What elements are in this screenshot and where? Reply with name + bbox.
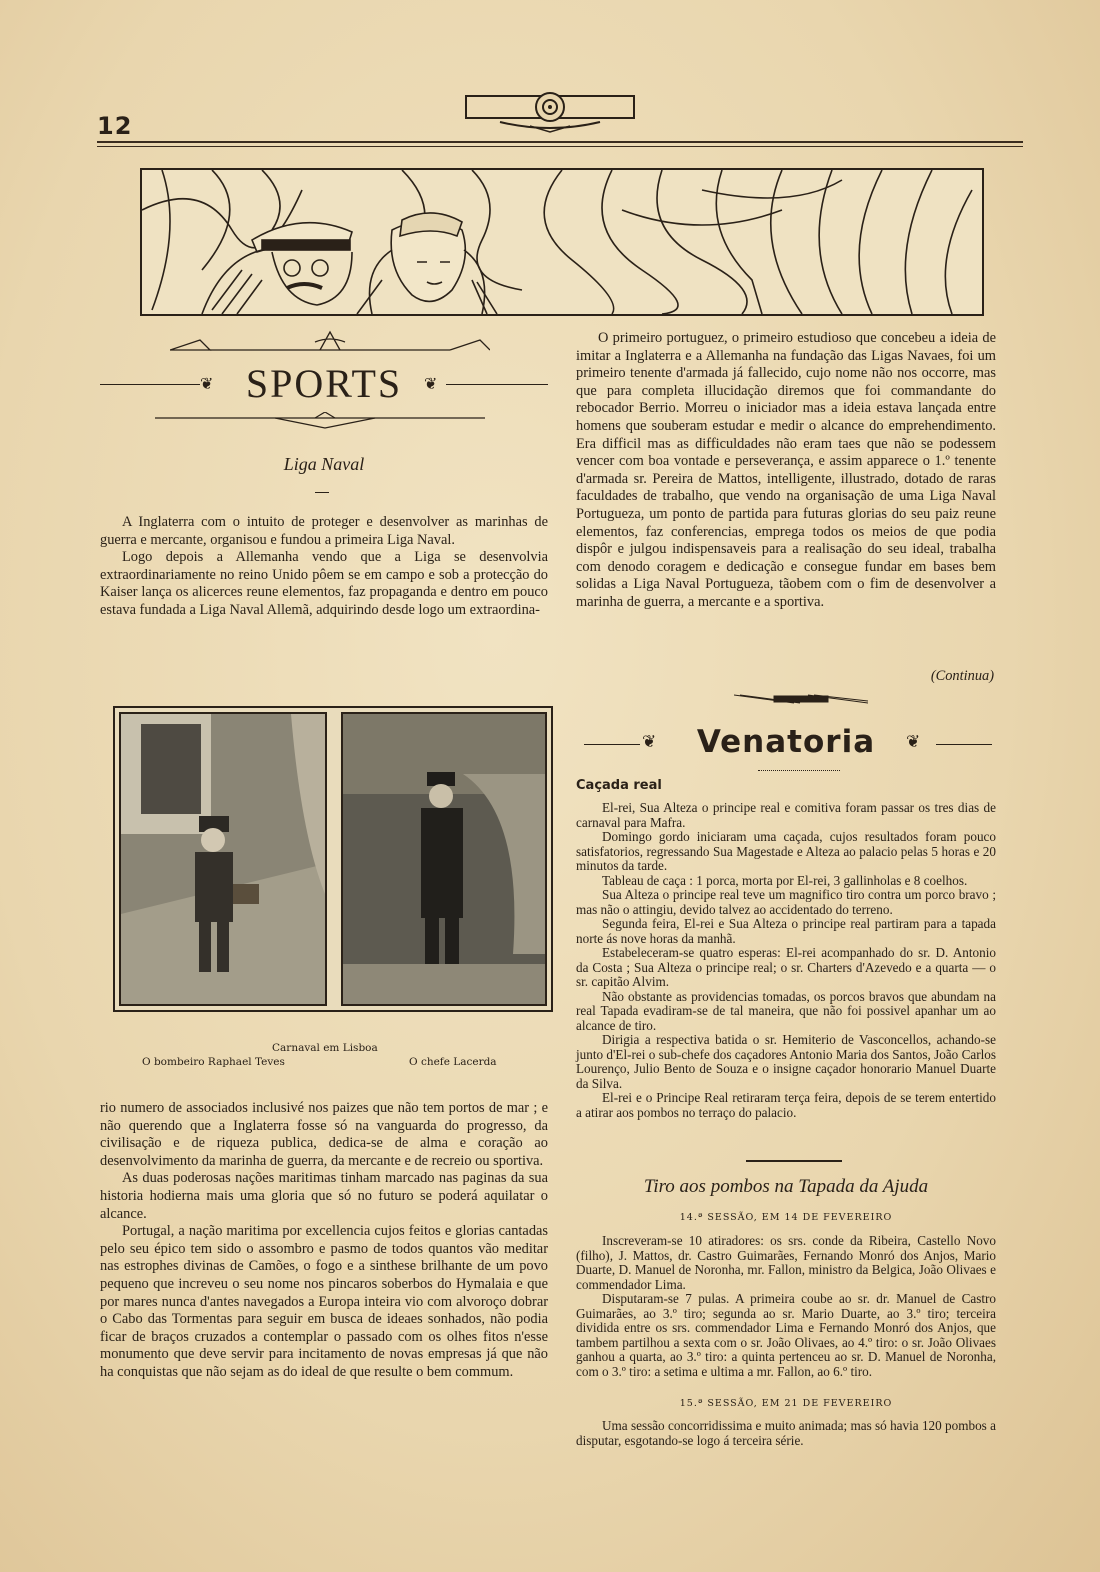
photo-chefe [341, 712, 547, 1006]
continua-note: (Continua) [930, 668, 994, 684]
paragraph: A Inglaterra com o intuito de proteger e desenvolver as marinhas de guerra e mercante, organisou e fundou a primeira Liga Naval. [100, 514, 548, 548]
article-subtitle: Liga Naval [283, 454, 365, 474]
divider-ornament [734, 694, 868, 704]
title-flourish-left: ❦ [200, 376, 214, 393]
section-title-sports: SPORTS [245, 361, 403, 406]
paragraph: Dirigia a respectiva batida o sr. Hemiterio de Vasconcellos, achando-se junto d'El-rei o sub-chefe dos caçadores Antonio Maria dos Santos, João Carlos Lourenço, Julio Bento de Souza e o insigne caçador honorario Manuel Duarte da Silva. [576, 1032, 996, 1091]
photo-bombeiro [119, 712, 327, 1006]
paragraph: Inscreveram-se 10 atiradores: os srs. conde da Ribeira, Castello Novo (filho), J. Mattos, dr. Castro Guimarães, Fernando Monró dos Anjos, Mario Duarte, D. Manuel de Noronha, mr. Fallon, ministro da Belgica, João Olivaes e commendador Lima. [576, 1233, 996, 1292]
header-rule [97, 141, 1023, 147]
photo-bombeiro-image [121, 714, 325, 1004]
magazine-logo [460, 88, 640, 136]
venatoria-flourish-right: ❦ [906, 732, 921, 751]
article-right [576, 330, 996, 612]
paragraph: El-rei, Sua Alteza o principe real e comitiva foram passar os tres dias de carnaval para Mafra. [576, 800, 996, 830]
paragraph: Tableau de caça : 1 porca, morta por El-rei, 3 gallinholas e 8 coelhos. [602, 872, 968, 888]
paragraph: Disputaram-se 7 pulas. A primeira coube ao sr. dr. Manuel de Castro Guimarães, ao 3.º tiro; segunda ao sr. Mario Duarte, ao 3.º tiro; terceira dividida entre os srs. commendador Lima e Fernando Monró dos Anjos, que tambem partilhou a sexta com o sr. João Olivaes, ao 4.º tiro: o sr. João Olivaes ganhou a quarta, ao 3.º tiro: a quinta pertenceu ao sr. D. Manuel de Noronha, com o 3.º tiro: a setima e ultima a mr. Fallon, ao 6.º tiro. [576, 1291, 996, 1379]
session-15-heading: 15.ª SESSÃO, EM 21 DE FEVEREIRO [679, 1398, 893, 1409]
subtitle-dash [315, 492, 329, 493]
venatoria-underline [758, 770, 840, 771]
article-continued [100, 1100, 548, 1382]
paragraph: Segunda feira, El-rei e Sua Alteza o principe real partiram para a tapada norte ás nove horas da manhã. [576, 916, 996, 946]
section-title-venatoria: Venatoria [696, 724, 876, 760]
photo-chefe-image [343, 714, 545, 1004]
photo-caption-left: O bombeiro Raphael Teves [142, 1056, 285, 1068]
session-15-text [576, 1419, 996, 1448]
page-number: 12 [97, 112, 133, 140]
cacada-text [576, 801, 996, 1120]
cacada-heading: Caçada real [576, 778, 662, 793]
paragraph: O primeiro portuguez, o primeiro estudioso que concebeu a ideia de imitar a Inglaterra e a Allemanha na fundação das Ligas Navaes, foi um primeiro tenente d'armada já fallecido, cujo nome não nos occorre, mas que para completa illucidação diremos que foi commandante do rebocador Berrio. Morreu o iniciador mas a ideia estava lançada entre homens que souberam estudar e medir o alcance do emprehendimento. Era difficil mas as difficuldades não eram taes que não se podessem vencer com boa vontade e perseverança, e assim apparece o 1.º tenente d'armada sr. Pereira de Mattos, intelligente, illustrado, dotado de raras faculdades de trabalho, que vendo na organisação de uma Liga Naval Portugueza, um ponto de partida para futuras glorias do seu paiz reune elementos, faz conferencias, emprega todos os meios de que podia dispôr e julgou indispensaveis para a realisação do seu ideal, trabalha com denodo coragem e dedicação e consegue fundar em bases bem solidas a Liga Naval Portugueza, tãobem com o fim de desenvolver a marinha de guerra, a mercante e a sportiva. [576, 330, 996, 610]
paragraph: Portugal, a nação maritima por excellencia cujos feitos e glorias cantadas pelo seu épico tem sido o assombro e pasmo de todos quantos vão meditar nas estrophes divinas de Camões, o fogo e a sinthese brilhante de um povo pequeno que increveu o seu nome nos pincaros soberbos do Hymalaia e que por mares nunca d'antes navegados a Europa inteira vio com alvoroço dobrar o Cabo das Tormentas para seguir em busca de ideaes sonhados, não podia ficar de braços cruzados a contemplar o passado com os olhes fitos n'esse monumento que deve servir para incitamento de novas empresas já que não ha conquistas que não sejam as do ideal de que resulte o bem commum. [100, 1223, 548, 1380]
paragraph: Domingo gordo iniciaram uma caçada, cujos resultados foram pouco satisfatorios, regressando Sua Magestade e Alteza ao palacio pelas 5 horas e 20 minutos da tarde. [576, 829, 996, 873]
top-ornament [170, 326, 490, 356]
bottom-ornament [145, 412, 505, 432]
paragraph: Estabeleceram-se quatro esperas: El-rei acompanhado do sr. D. Antonio da Costa ; Sua Alteza o principe real; o sr. Charters d'Azevedo e a quarta — o sr. capitão Alvim. [576, 945, 996, 989]
paragraph: Uma sessão concorridissima e muito animada; mas só havia 120 pombos a disputar, esgotando-se logo á terceira série. [576, 1418, 996, 1448]
tiro-title: Tiro aos pombos na Tapada da Ajuda [643, 1176, 929, 1197]
paragraph: Sua Alteza o principe real teve um magnifico tiro contra um porco bravo ; mas não o attingiu, devido talvez ao accidentado do terreno. [576, 887, 996, 917]
photo-frame [113, 706, 553, 1012]
paragraph: As duas poderosas nações maritimas tinham marcado nas paginas da sua historia hodierna mais uma gloria que só no futuro se poderá aquilatar o alcance. [100, 1170, 548, 1222]
venatoria-flourish-left: ❦ [642, 732, 657, 751]
section-divider [746, 1160, 842, 1162]
banner-drawing [142, 170, 982, 314]
paragraph: rio numero de associados inclusivé nos paizes que não tem portos de mar ; e não querendo que a Inglaterra fosse só na vanguarda do progresso, da civilisação e de riqueza publica, dedica-se de alma e coração ao desenvolvimento da marinha de guerra, da mercante e de recreio ou sportiva. [100, 1100, 548, 1169]
header-illustration [140, 168, 984, 316]
photo-caption-title: Carnaval em Lisboa [272, 1042, 378, 1054]
session-14-heading: 14.ª SESSÃO, EM 14 DE FEVEREIRO [679, 1212, 893, 1223]
paragraph: Não obstante as providencias tomadas, os porcos bravos que abundam na real Tapada evadiram-se de tal maneira, que não foi possivel apanhar um ao alcance de tiro. [576, 988, 996, 1033]
article-intro [100, 514, 548, 620]
paragraph: Logo depois a Allemanha vendo que a Liga se desenvolvia extraordinariamente no reino Unido pôem se em campo e sob a protecção do Kaiser lança os alicerces reune elementos, faz propaganda e dentro em pouco estava fundada a Liga Naval Allemã, adquirindo desde logo um extraordina- [100, 549, 548, 618]
paragraph: El-rei e o Principe Real retiraram terça feira, depois de se terem entertido a atirar aos pombos no terraço do palacio. [576, 1090, 996, 1120]
session-14-text [576, 1234, 996, 1379]
photo-caption-right: O chefe Lacerda [409, 1056, 497, 1068]
title-flourish-right: ❦ [424, 376, 438, 393]
